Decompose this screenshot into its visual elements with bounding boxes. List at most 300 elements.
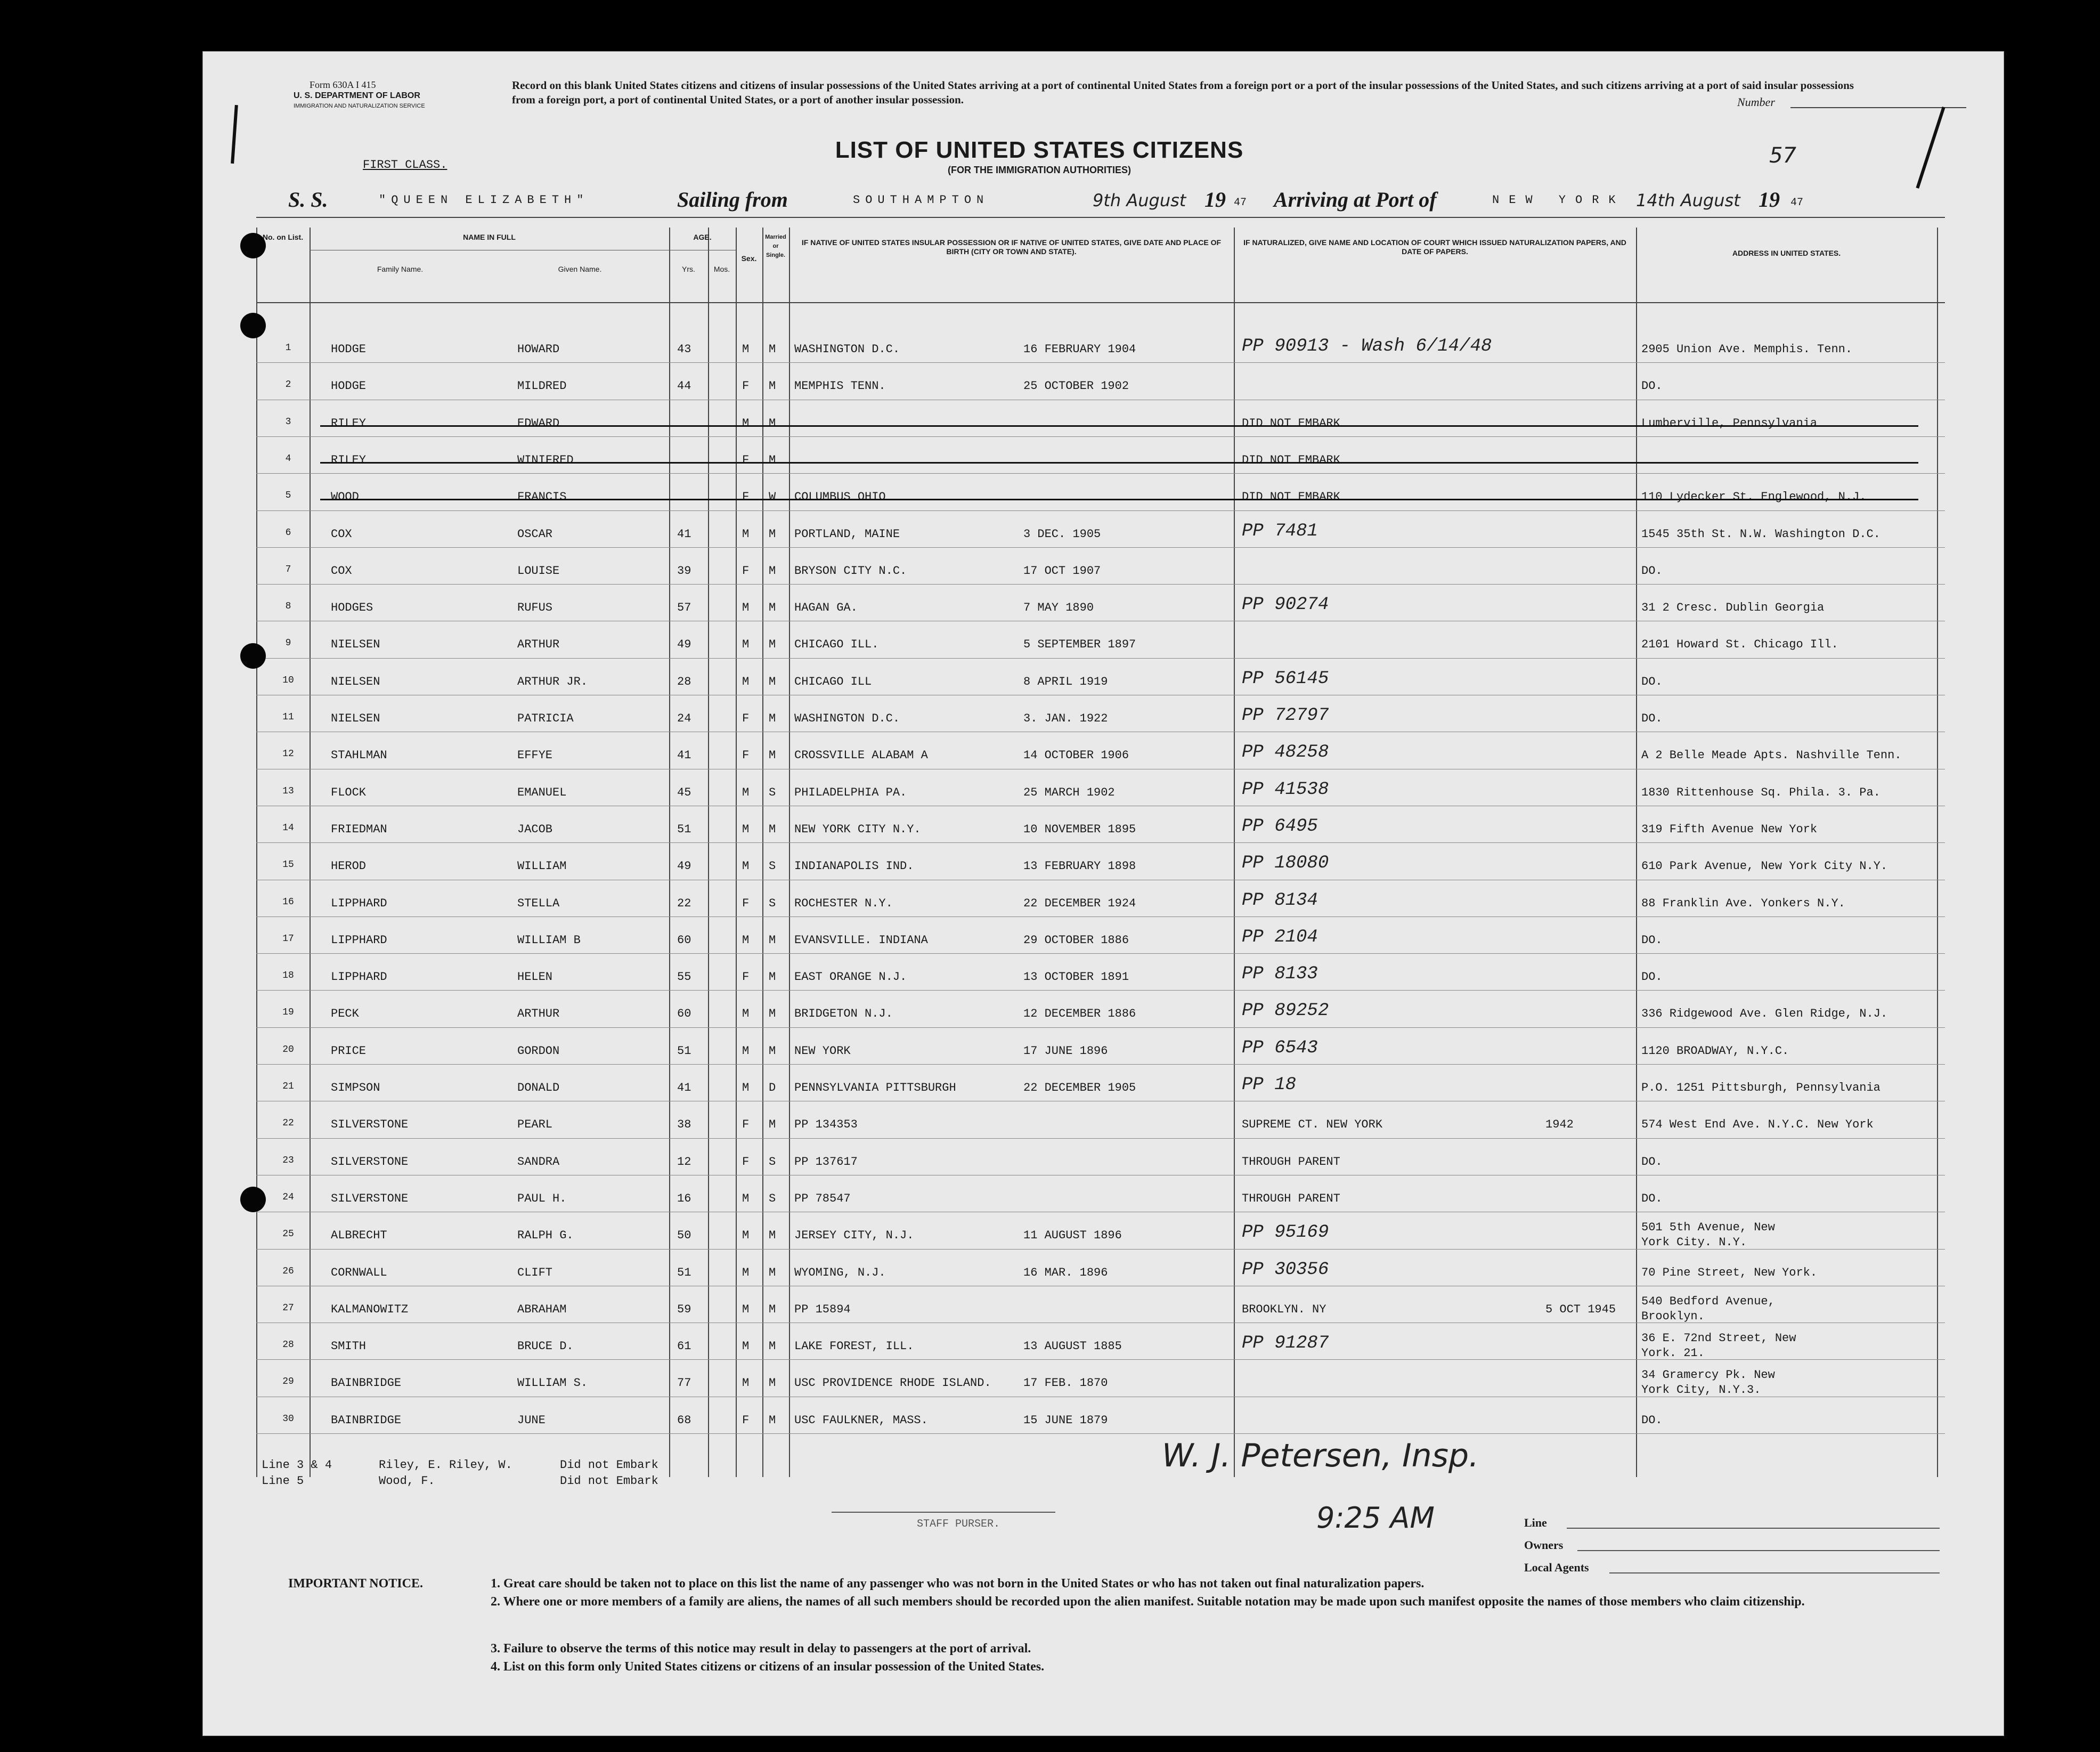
birth-place: MEMPHIS TENN. bbox=[794, 379, 886, 393]
footer-line-names: Riley, E. Riley, W. bbox=[379, 1458, 512, 1472]
birth-date: 5 SEPTEMBER 1897 bbox=[1023, 638, 1136, 652]
us-address: 610 Park Avenue, New York City N.Y. bbox=[1641, 859, 1888, 873]
birth-place: USC FAULKNER, MASS. bbox=[794, 1413, 928, 1427]
birth-place: PP 134353 bbox=[794, 1118, 858, 1132]
sex: M bbox=[742, 1044, 750, 1058]
col-header-sex: Sex. bbox=[741, 254, 757, 263]
sex: M bbox=[742, 343, 750, 356]
col-header-age: AGE. bbox=[693, 233, 712, 241]
arrival-year: 47 bbox=[1790, 197, 1804, 209]
notice-item-1: 1. Great care should be taken not to place on this list the name of any passenger who was not born in the United States or who has not taken out final naturalization papers. bbox=[491, 1577, 1425, 1591]
given-name: GORDON bbox=[517, 1044, 560, 1058]
naturalization: THROUGH PARENT bbox=[1242, 1155, 1340, 1169]
birth-place: CHICAGO ILL bbox=[794, 675, 872, 688]
family-name: SIMPSON bbox=[331, 1081, 380, 1094]
birth-date: 17 OCT 1907 bbox=[1023, 564, 1101, 578]
birth-date: 11 AUGUST 1896 bbox=[1023, 1229, 1122, 1243]
marital-status: M bbox=[769, 712, 776, 725]
family-name: BAINBRIDGE bbox=[331, 1376, 402, 1390]
ss-label: S. S. bbox=[288, 188, 328, 212]
birth-place: WASHINGTON D.C. bbox=[794, 712, 900, 725]
marital-status: M bbox=[769, 933, 776, 947]
naturalization-date: 5 OCT 1945 bbox=[1545, 1302, 1616, 1316]
given-name: STELLA bbox=[517, 896, 560, 910]
age-years: 51 bbox=[677, 1266, 691, 1279]
given-name: WILLIAM S. bbox=[517, 1376, 588, 1390]
marital-status: M bbox=[769, 675, 776, 688]
col-header-name: NAME IN FULL bbox=[463, 233, 516, 241]
us-address: 501 5th Avenue, New York City. N.Y. bbox=[1641, 1221, 1775, 1250]
col-header-naturalized: IF NATURALIZED, GIVE NAME AND LOCATION OF COURT WHICH ISSUED NATURALIZATION PAPERS, AND DATE OF PAPERS. bbox=[1243, 238, 1626, 256]
family-name: LIPPHARD bbox=[331, 896, 387, 910]
birth-place: EVANSVILLE. INDIANA bbox=[794, 933, 928, 947]
form-subtitle: (FOR THE IMMIGRATION AUTHORITIES) bbox=[948, 165, 1131, 175]
birth-place: CHICAGO ILL. bbox=[794, 638, 879, 652]
us-address: 31 2 Cresc. Dublin Georgia bbox=[1641, 601, 1825, 615]
age-years: 44 bbox=[677, 379, 691, 393]
marital-status: S bbox=[769, 859, 776, 873]
marital-status: M bbox=[769, 379, 776, 393]
marital-status: M bbox=[769, 1044, 776, 1058]
family-name: FRIEDMAN bbox=[331, 822, 387, 836]
given-name: HOWARD bbox=[517, 343, 560, 356]
sex: F bbox=[742, 1413, 750, 1427]
given-name: OSCAR bbox=[517, 527, 553, 541]
birth-date: 16 FEBRUARY 1904 bbox=[1023, 343, 1136, 356]
given-name: LOUISE bbox=[517, 564, 560, 578]
department-label: U. S. DEPARTMENT OF LABOR bbox=[294, 91, 420, 100]
naturalization: PP 2104 bbox=[1242, 927, 1318, 947]
sex: M bbox=[742, 859, 750, 873]
row-number: 20 bbox=[282, 1044, 294, 1055]
us-address: 540 Bedford Avenue, Brooklyn. bbox=[1641, 1294, 1775, 1323]
local-agents-label: Local Agents bbox=[1524, 1561, 1589, 1574]
naturalization: THROUGH PARENT bbox=[1242, 1191, 1340, 1205]
sex: M bbox=[742, 1229, 750, 1243]
age-years: 51 bbox=[677, 1044, 691, 1058]
sex: F bbox=[742, 379, 750, 393]
family-name: SILVERSTONE bbox=[331, 1118, 409, 1132]
purser-label: STAFF PURSER. bbox=[917, 1518, 1000, 1530]
marital-status: M bbox=[769, 453, 776, 467]
form-title: LIST OF UNITED STATES CITIZENS bbox=[835, 137, 1244, 163]
marital-status: M bbox=[769, 749, 776, 763]
naturalization: DID NOT EMBARK bbox=[1242, 490, 1340, 504]
sex: F bbox=[742, 564, 750, 578]
naturalization: PP 7481 bbox=[1242, 521, 1318, 541]
sex: F bbox=[742, 749, 750, 763]
form-number: Form 630A I 415 bbox=[310, 79, 376, 90]
naturalization: PP 56145 bbox=[1242, 668, 1329, 689]
us-address: 2905 Union Ave. Memphis. Tenn. bbox=[1641, 343, 1853, 356]
family-name: BAINBRIDGE bbox=[331, 1413, 402, 1427]
age-years: 50 bbox=[677, 1229, 691, 1243]
line-label: Line bbox=[1524, 1516, 1547, 1529]
row-number: 18 bbox=[282, 970, 294, 982]
us-address: 34 Gramercy Pk. New York City, N.Y.3. bbox=[1641, 1368, 1775, 1397]
us-address: DO. bbox=[1641, 970, 1663, 984]
notice-item-2: 2. Where one or more members of a family are aliens, the names of all such members should be recorded upon the alien manifest. Suitable notation may be made upon such manifest opposite the names of those members who claim citizenship. bbox=[491, 1595, 1805, 1609]
given-name: WINIFRED bbox=[517, 453, 574, 467]
naturalization: PP 18080 bbox=[1242, 853, 1329, 874]
sailing-year-prefix: 19 bbox=[1204, 188, 1226, 212]
given-name: WILLIAM bbox=[517, 859, 567, 873]
family-name: SILVERSTONE bbox=[331, 1155, 409, 1169]
sex: M bbox=[742, 1081, 750, 1094]
arrival-port: NEW YORK bbox=[1492, 193, 1625, 207]
manifest-table bbox=[256, 228, 1945, 1501]
col-header-married: Married or Single. bbox=[765, 234, 786, 258]
strikethrough-line bbox=[320, 425, 1918, 427]
naturalization-date: 1942 bbox=[1545, 1118, 1574, 1132]
row-number: 23 bbox=[282, 1155, 294, 1166]
marital-status: W bbox=[769, 490, 776, 504]
page-number: 57 bbox=[1769, 143, 1796, 168]
family-name: HODGES bbox=[331, 601, 373, 615]
naturalization: PP 90274 bbox=[1242, 595, 1329, 615]
sailing-year: 47 bbox=[1234, 197, 1247, 209]
strikethrough-line bbox=[320, 499, 1918, 500]
marital-status: M bbox=[769, 970, 776, 984]
given-name: RUFUS bbox=[517, 601, 553, 615]
row-number: 8 bbox=[285, 601, 291, 612]
given-name: DONALD bbox=[517, 1081, 560, 1094]
family-name: WOOD bbox=[331, 490, 359, 504]
given-name: WILLIAM B bbox=[517, 933, 581, 947]
given-name: FRANCIS bbox=[517, 490, 567, 504]
age-years: 49 bbox=[677, 859, 691, 873]
birth-place: LAKE FOREST, ILL. bbox=[794, 1340, 914, 1353]
row-number: 28 bbox=[282, 1340, 294, 1351]
us-address: DO. bbox=[1641, 564, 1663, 578]
us-address: DO. bbox=[1641, 1191, 1663, 1205]
age-years: 41 bbox=[677, 749, 691, 763]
family-name: KALMANOWITZ bbox=[331, 1302, 409, 1316]
sex: M bbox=[742, 785, 750, 799]
birth-place: BRYSON CITY N.C. bbox=[794, 564, 907, 578]
family-name: LIPPHARD bbox=[331, 933, 387, 947]
marital-status: D bbox=[769, 1081, 776, 1094]
naturalization: PP 90913 - Wash 6/14/48 bbox=[1242, 336, 1492, 356]
row-number: 15 bbox=[282, 859, 294, 871]
naturalization: PP 8133 bbox=[1242, 964, 1318, 985]
age-years: 28 bbox=[677, 675, 691, 688]
age-years: 57 bbox=[677, 601, 691, 615]
marital-status: M bbox=[769, 1229, 776, 1243]
row-number: 1 bbox=[285, 343, 291, 353]
class-label: FIRST CLASS. bbox=[363, 158, 447, 172]
ship-name: "QUEEN ELIZABETH" bbox=[379, 193, 589, 207]
footer-line-label: Line 5 bbox=[262, 1474, 304, 1488]
birth-place: JERSEY CITY, N.J. bbox=[794, 1229, 914, 1243]
birth-date: 29 OCTOBER 1886 bbox=[1023, 933, 1129, 947]
sex: M bbox=[742, 416, 750, 430]
us-address: DO. bbox=[1641, 933, 1663, 947]
age-years: 12 bbox=[677, 1155, 691, 1169]
row-number: 26 bbox=[282, 1266, 294, 1277]
birth-place: EAST ORANGE N.J. bbox=[794, 970, 907, 984]
number-label: Number bbox=[1737, 95, 1775, 109]
footer-line-note: Did not Embark bbox=[560, 1458, 658, 1472]
marital-status: M bbox=[769, 1302, 776, 1316]
sex: F bbox=[742, 712, 750, 725]
us-address: 36 E. 72nd Street, New York. 21. bbox=[1641, 1332, 1796, 1360]
row-number: 9 bbox=[285, 638, 291, 649]
us-address: 336 Ridgewood Ave. Glen Ridge, N.J. bbox=[1641, 1007, 1888, 1021]
family-name: SILVERSTONE bbox=[331, 1191, 409, 1205]
given-name: MILDRED bbox=[517, 379, 567, 393]
col-header-address: ADDRESS IN UNITED STATES. bbox=[1732, 249, 1841, 257]
age-years: 43 bbox=[677, 343, 691, 356]
birth-place: PP 15894 bbox=[794, 1302, 851, 1316]
us-address: DO. bbox=[1641, 712, 1663, 725]
marital-status: M bbox=[769, 1340, 776, 1353]
marital-status: M bbox=[769, 1376, 776, 1390]
row-number: 22 bbox=[282, 1118, 294, 1129]
strikethrough-line bbox=[320, 462, 1918, 464]
marital-status: M bbox=[769, 638, 776, 652]
marital-status: M bbox=[769, 564, 776, 578]
given-name: PEARL bbox=[517, 1118, 553, 1132]
sex: F bbox=[742, 453, 750, 467]
birth-date: 17 FEB. 1870 bbox=[1023, 1376, 1108, 1390]
naturalization: PP 72797 bbox=[1242, 705, 1329, 726]
header-rule bbox=[256, 217, 1945, 218]
row-number: 6 bbox=[285, 527, 291, 538]
age-years: 61 bbox=[677, 1340, 691, 1353]
birth-place: WASHINGTON D.C. bbox=[794, 343, 900, 356]
birth-place: BRIDGETON N.J. bbox=[794, 1007, 893, 1021]
age-years: 38 bbox=[677, 1118, 691, 1132]
birth-place: COLUMBUS OHIO bbox=[794, 490, 886, 504]
given-name: JACOB bbox=[517, 822, 553, 836]
family-name: STAHLMAN bbox=[331, 749, 387, 763]
service-label: IMMIGRATION AND NATURALIZATION SERVICE bbox=[294, 103, 425, 109]
naturalization: PP 8134 bbox=[1242, 890, 1318, 911]
age-years: 16 bbox=[677, 1191, 691, 1205]
birth-place: WYOMING, N.J. bbox=[794, 1266, 886, 1279]
marital-status: M bbox=[769, 1118, 776, 1132]
us-address: 319 Fifth Avenue New York bbox=[1641, 822, 1818, 836]
sex: M bbox=[742, 601, 750, 615]
row-number: 10 bbox=[282, 675, 294, 686]
age-years: 60 bbox=[677, 1007, 691, 1021]
given-name: ARTHUR bbox=[517, 638, 560, 652]
us-address: DO. bbox=[1641, 1413, 1663, 1427]
us-address: P.O. 1251 Pittsburgh, Pennsylvania bbox=[1641, 1081, 1881, 1094]
birth-date: 8 APRIL 1919 bbox=[1023, 675, 1108, 688]
sex: F bbox=[742, 970, 750, 984]
age-years: 59 bbox=[677, 1302, 691, 1316]
family-name: RILEY bbox=[331, 416, 367, 430]
sex: M bbox=[742, 675, 750, 688]
marital-status: M bbox=[769, 601, 776, 615]
family-name: HEROD bbox=[331, 859, 367, 873]
age-years: 39 bbox=[677, 564, 691, 578]
sex: M bbox=[742, 1340, 750, 1353]
birth-place: NEW YORK bbox=[794, 1044, 851, 1058]
naturalization: PP 18 bbox=[1242, 1075, 1297, 1095]
birth-place: PENNSYLVANIA PITTSBURGH bbox=[794, 1081, 956, 1094]
inspector-signature: W. J. Petersen, Insp. bbox=[1162, 1437, 1479, 1474]
age-years: 68 bbox=[677, 1413, 691, 1427]
notice-heading: IMPORTANT NOTICE. bbox=[288, 1577, 423, 1591]
sex: M bbox=[742, 638, 750, 652]
arrival-year-prefix: 19 bbox=[1759, 188, 1780, 212]
naturalization: PP 95169 bbox=[1242, 1222, 1329, 1243]
footer-line-label: Line 3 & 4 bbox=[262, 1458, 332, 1472]
row-number: 24 bbox=[282, 1191, 294, 1203]
given-name: RALPH G. bbox=[517, 1229, 574, 1243]
row-number: 3 bbox=[285, 416, 291, 427]
naturalization: PP 89252 bbox=[1242, 1001, 1329, 1021]
sex: F bbox=[742, 490, 750, 504]
sex: F bbox=[742, 1118, 750, 1132]
family-name: HODGE bbox=[331, 343, 367, 356]
age-years: 77 bbox=[677, 1376, 691, 1390]
col-header-given: Given Name. bbox=[558, 265, 602, 273]
birth-date: 7 MAY 1890 bbox=[1023, 601, 1094, 615]
family-name: LIPPHARD bbox=[331, 970, 387, 984]
birth-date: 14 OCTOBER 1906 bbox=[1023, 749, 1129, 763]
col-header-mos: Mos. bbox=[713, 265, 730, 273]
row-number: 19 bbox=[282, 1007, 294, 1018]
age-years: 41 bbox=[677, 527, 691, 541]
birth-date: 3. JAN. 1922 bbox=[1023, 712, 1108, 725]
given-name: BRUCE D. bbox=[517, 1340, 574, 1353]
given-name: CLIFT bbox=[517, 1266, 553, 1279]
sex: M bbox=[742, 527, 750, 541]
family-name: HODGE bbox=[331, 379, 367, 393]
age-years: 41 bbox=[677, 1081, 691, 1094]
given-name: EMANUEL bbox=[517, 785, 567, 799]
row-number: 30 bbox=[282, 1413, 294, 1424]
row-number: 5 bbox=[285, 490, 291, 501]
birth-date: 25 MARCH 1902 bbox=[1023, 785, 1115, 799]
age-years: 22 bbox=[677, 896, 691, 910]
us-address: 110 Lydecker St. Englewood, N.J. bbox=[1641, 490, 1867, 504]
birth-place: PP 78547 bbox=[794, 1191, 851, 1205]
arrival-date: 14th August bbox=[1636, 190, 1740, 210]
row-number: 29 bbox=[282, 1376, 294, 1388]
birth-date: 15 JUNE 1879 bbox=[1023, 1413, 1108, 1427]
row-number: 12 bbox=[282, 749, 294, 760]
family-name: CORNWALL bbox=[331, 1266, 387, 1279]
given-name: ABRAHAM bbox=[517, 1302, 567, 1316]
birth-place: PP 137617 bbox=[794, 1155, 858, 1169]
naturalization: PP 91287 bbox=[1242, 1333, 1329, 1354]
marital-status: M bbox=[769, 1266, 776, 1279]
row-number: 14 bbox=[282, 822, 294, 833]
birth-place: INDIANAPOLIS IND. bbox=[794, 859, 914, 873]
given-name: ARTHUR bbox=[517, 1007, 560, 1021]
family-name: NIELSEN bbox=[331, 638, 380, 652]
sex: M bbox=[742, 1266, 750, 1279]
row-number: 16 bbox=[282, 896, 294, 907]
given-name: PATRICIA bbox=[517, 712, 574, 725]
birth-place: USC PROVIDENCE RHODE ISLAND. bbox=[794, 1376, 991, 1390]
given-name: PAUL H. bbox=[517, 1191, 567, 1205]
col-header-yrs: Yrs. bbox=[682, 265, 695, 273]
marital-status: S bbox=[769, 896, 776, 910]
family-name: NIELSEN bbox=[331, 675, 380, 688]
col-header-no: No. on List. bbox=[262, 233, 304, 241]
owners-label: Owners bbox=[1524, 1538, 1564, 1552]
marital-status: S bbox=[769, 1191, 776, 1205]
sex: M bbox=[742, 1191, 750, 1205]
us-address: Lumberville, Pennsylvania bbox=[1641, 416, 1818, 430]
age-years: 24 bbox=[677, 712, 691, 725]
footer-line-names: Wood, F. bbox=[379, 1474, 435, 1488]
naturalization: PP 6543 bbox=[1242, 1037, 1318, 1058]
sex: F bbox=[742, 1155, 750, 1169]
marital-status: M bbox=[769, 343, 776, 356]
family-name: COX bbox=[331, 527, 352, 541]
naturalization: DID NOT EMBARK bbox=[1242, 416, 1340, 430]
us-address: DO. bbox=[1641, 675, 1663, 688]
row-number: 4 bbox=[285, 453, 291, 464]
birth-date: 22 DECEMBER 1924 bbox=[1023, 896, 1136, 910]
birth-date: 13 OCTOBER 1891 bbox=[1023, 970, 1129, 984]
us-address: 574 West End Ave. N.Y.C. New York bbox=[1641, 1118, 1874, 1132]
birth-date: 22 DECEMBER 1905 bbox=[1023, 1081, 1136, 1094]
number-field-line bbox=[1790, 107, 1966, 108]
age-years: 45 bbox=[677, 785, 691, 799]
naturalization: PP 48258 bbox=[1242, 742, 1329, 763]
naturalization: DID NOT EMBARK bbox=[1242, 453, 1340, 467]
birth-place: HAGAN GA. bbox=[794, 601, 858, 615]
age-years: 55 bbox=[677, 970, 691, 984]
sex: M bbox=[742, 1376, 750, 1390]
family-name: PRICE bbox=[331, 1044, 367, 1058]
sex: M bbox=[742, 822, 750, 836]
us-address: 1545 35th St. N.W. Washington D.C. bbox=[1641, 527, 1881, 541]
row-number: 13 bbox=[282, 785, 294, 797]
family-name: FLOCK bbox=[331, 785, 367, 799]
us-address: 2101 Howard St. Chicago Ill. bbox=[1641, 638, 1838, 652]
birth-place: NEW YORK CITY N.Y. bbox=[794, 822, 921, 836]
marital-status: M bbox=[769, 416, 776, 430]
age-years: 49 bbox=[677, 638, 691, 652]
naturalization: PP 6495 bbox=[1242, 816, 1318, 837]
age-years: 51 bbox=[677, 822, 691, 836]
birth-place: CROSSVILLE ALABAM A bbox=[794, 749, 928, 763]
sailing-from-port: SOUTHAMPTON bbox=[853, 193, 989, 207]
naturalization: BROOKLYN. NY bbox=[1242, 1302, 1326, 1316]
birth-place: PORTLAND, MAINE bbox=[794, 527, 900, 541]
given-name: ARTHUR JR. bbox=[517, 675, 588, 688]
given-name: HELEN bbox=[517, 970, 553, 984]
row-number: 25 bbox=[282, 1229, 294, 1240]
family-name: RILEY bbox=[331, 453, 367, 467]
marital-status: M bbox=[769, 822, 776, 836]
form-instructions: Record on this blank United States citizens and citizens of insular possessions of the United States arriving at a port of continental United States from a foreign port or a port of the insular possessions of the United States, and such citizens arriving at a port of said insular possessions from a foreign port, a port of continental United States, or a port of another insular possession. bbox=[512, 79, 1854, 106]
sailing-from-label: Sailing from bbox=[677, 188, 788, 212]
notice-item-4: 4. List on this form only United States citizens or citizens of an insular possession of the United States. bbox=[491, 1660, 1045, 1674]
sex: F bbox=[742, 896, 750, 910]
age-years: 60 bbox=[677, 933, 691, 947]
birth-date: 13 AUGUST 1885 bbox=[1023, 1340, 1122, 1353]
given-name: EDWARD bbox=[517, 416, 560, 430]
given-name: EFFYE bbox=[517, 749, 553, 763]
birth-date: 10 NOVEMBER 1895 bbox=[1023, 822, 1136, 836]
marital-status: M bbox=[769, 1413, 776, 1427]
naturalization: SUPREME CT. NEW YORK bbox=[1242, 1118, 1383, 1132]
row-number: 21 bbox=[282, 1081, 294, 1092]
us-address: DO. bbox=[1641, 1155, 1663, 1169]
sex: M bbox=[742, 933, 750, 947]
family-name: COX bbox=[331, 564, 352, 578]
